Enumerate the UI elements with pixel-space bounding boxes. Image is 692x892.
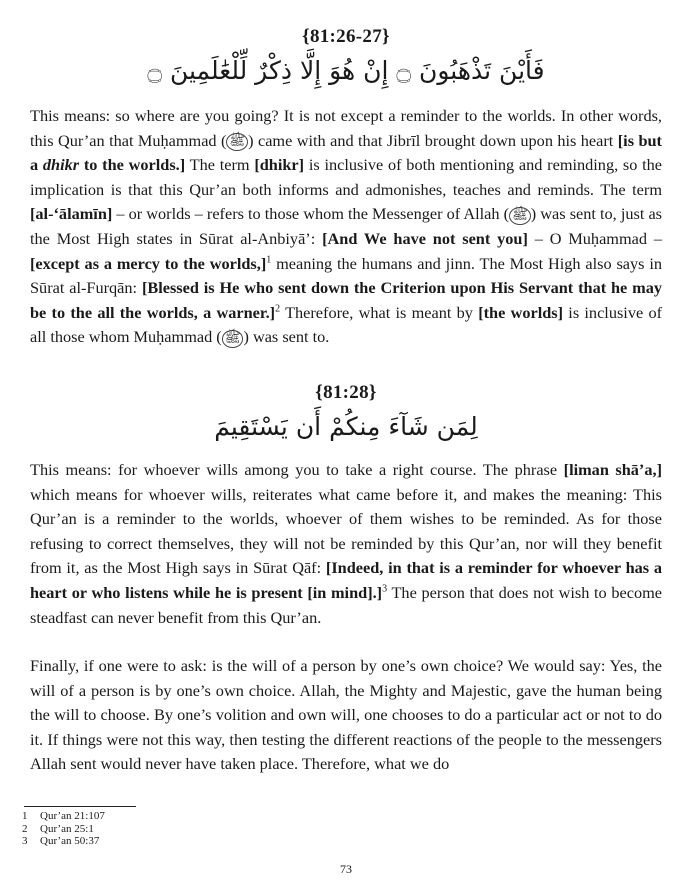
quoted-verse: [Indeed, in that is a reminder for whoever has a heart or who listens while he is present [in mind].] [30, 558, 662, 602]
commentary-paragraph: Finally, if one were to ask: is the will of a person by one’s own choice? We would say: Yes, the will of a person is by one’s own choice. Allah, the Mighty and Majestic, gave the human being the will to choose. By one’s volition and own will, one chooses to do a particular act or not to do it. If things were not this way, then testing the different reactions of the people to the messengers Allah sent would never have taken place. Therefore, what we do [30, 656, 662, 774]
quoted-verse: [Blessed is He who sent down the Criterion upon His Servant that he may be to the all the worlds, a warner.] [30, 278, 662, 322]
quoted-verse: [is but a dhikr to the worlds.] [30, 130, 662, 175]
quoted-term: [the worlds] [478, 302, 564, 322]
quoted-verse: [And We have not sent you] [322, 228, 528, 248]
quoted-term: [dhikr] [254, 155, 305, 175]
footnote: 2 Qur’an 25:1 [22, 822, 94, 835]
verse-reference: {81:28} [315, 382, 377, 403]
arabic-verse: فَأَيْنَ تَذْهَبُونَ ۝ إِنْ هُوَ إِلَّا ذِكْرٌ لِّلْعَٰلَمِينَ ۝ [147, 56, 545, 85]
salutation-seal-icon: ﷺ [222, 330, 244, 348]
footnote-marker: 1 [266, 254, 272, 266]
footnote: 1 Qur’an 21:107 [22, 810, 105, 822]
quoted-term: [al-‘ālamīn] [30, 204, 113, 224]
verse-reference: {81:26-27} [302, 26, 390, 47]
footnote-marker: 2 [275, 303, 281, 315]
footnote-divider [24, 806, 136, 807]
footnotes [22, 810, 105, 848]
commentary-paragraph: This means: so where are you going? It is not except a reminder to the worlds. In other words, this Qur’an that Muḥammad ( ﷺ ) came with and that Jibrīl brought down upon his heart [is but a dhikr to the worlds.] The term [dhikr] is inclusive of both mentioning and reminding, so the implication is that this Qur’an both informs and admonishes, teaches and reminds. The term [al-‘ālamīn] – or worlds – refers to those whom the Messenger of Allah ( ﷺ ) was sent to, just as the Most High states in Sūrat al-Anbiyā’: [And We have not sent you] – O Muḥammad – [except as a mercy to the worlds,]$^1$ meaning the humans and jinn. The Most High also says in Sūrat al-Furqān: [Blessed is He who sent down the Criterion upon His Servant that he may be to the all the worlds, a warner.]$^2$ Therefore, what is meant by [the worlds] is inclusive of all those whom Muḥammad ( ﷺ ) was sent to. [30, 106, 663, 347]
salutation-seal-icon: ﷺ [226, 133, 248, 151]
page-number: 73 [340, 862, 352, 876]
commentary-paragraph: This means: for whoever wills among you to take a right course. The phrase [liman shā’a,] which means for whoever wills, reiterates what came before it, and makes the meaning: This Qur’an is a reminder to the worlds, whoever of them wishes to be reminded. As for those refusing to correct themselves, they will not be reminded by this Qur’an, nor will they benefit from it, as the Most High says in Sūrat Qāf: [Indeed, in that is a reminder for whoever has a heart or who listens while he is present [in mind].]$^3$ The person that does not wish to become steadfast can never benefit from this Qur’an. [30, 460, 662, 627]
salutation-seal-icon: ﷺ [509, 207, 531, 225]
quoted-verse: [except as a mercy to the worlds,] [30, 253, 267, 273]
arabic-verse: لِمَن شَآءَ مِنكُمْ أَن يَسْتَقِيمَ [214, 412, 478, 441]
quoted-term: [liman shā’a,] [563, 460, 662, 479]
footnote: 3 Qur’an 50:37 [22, 835, 100, 847]
footnote-marker: 3 [382, 583, 388, 595]
